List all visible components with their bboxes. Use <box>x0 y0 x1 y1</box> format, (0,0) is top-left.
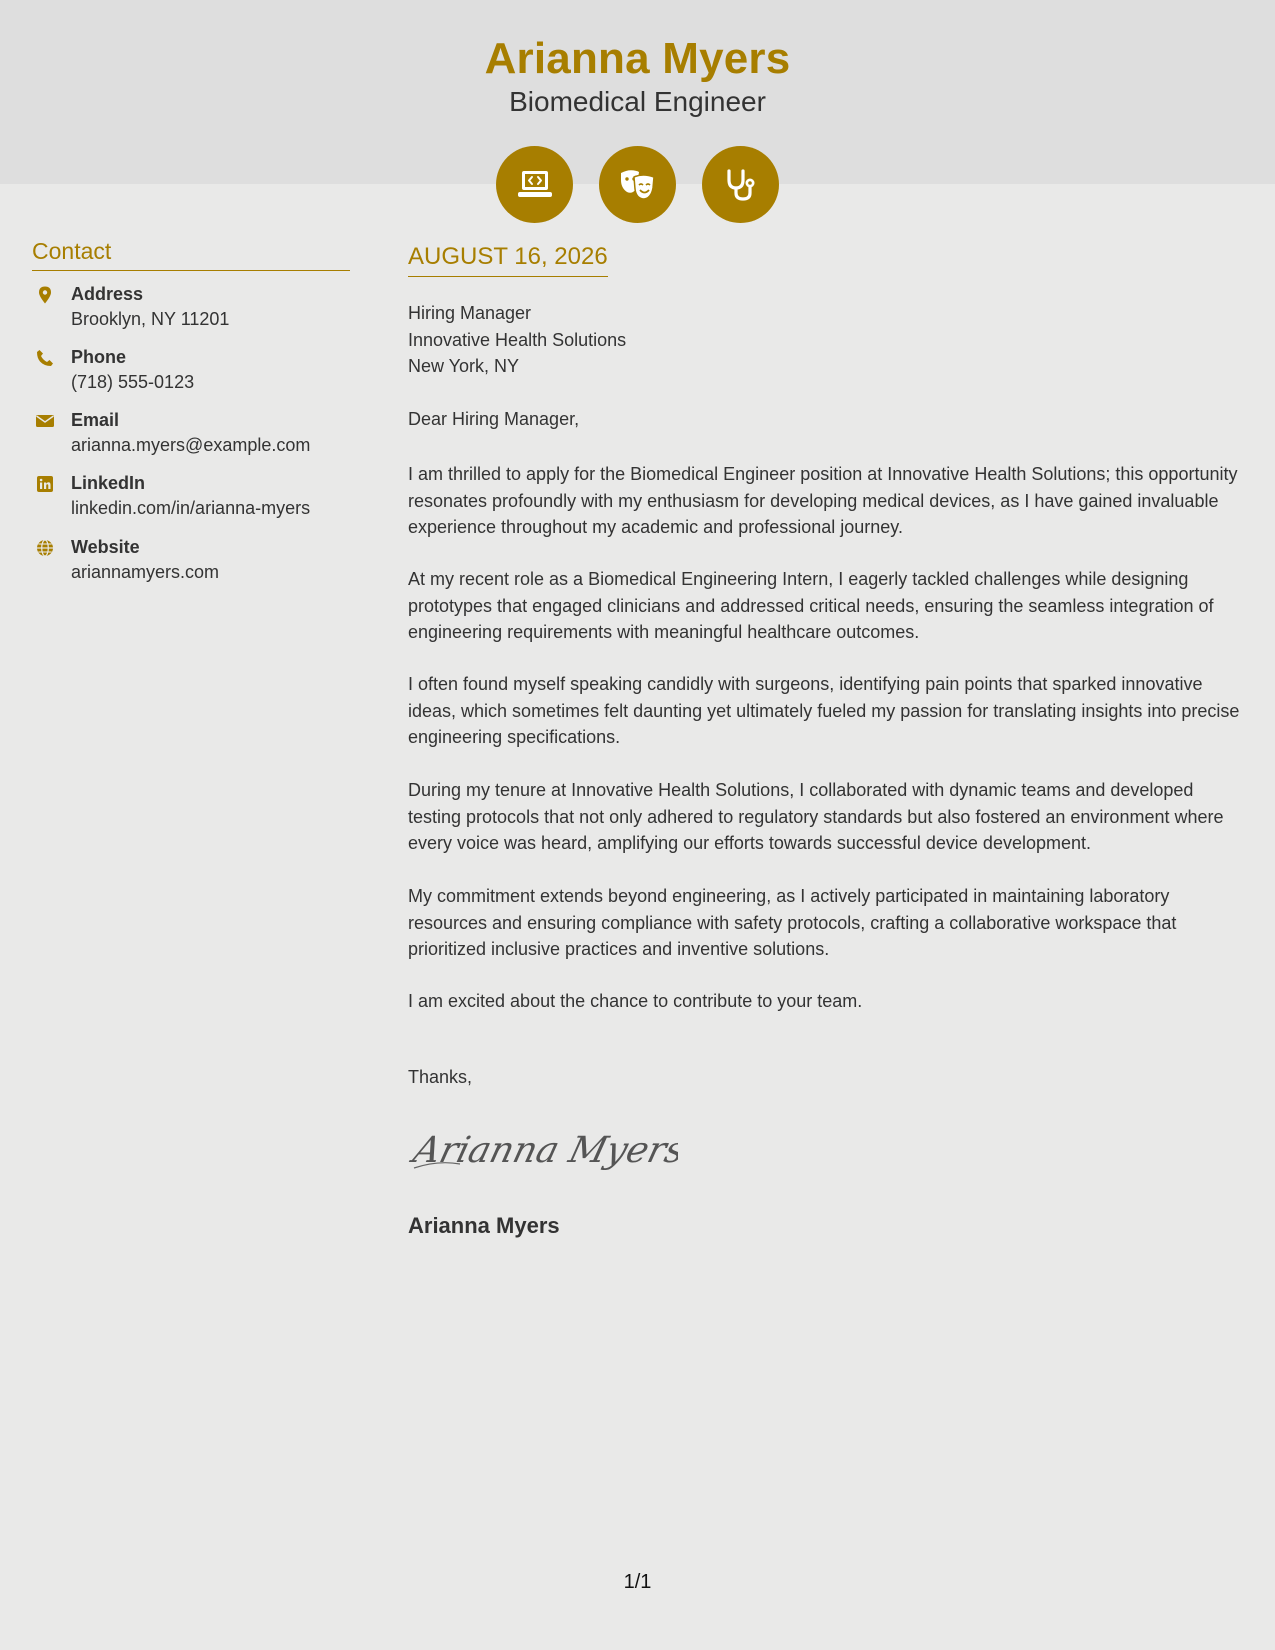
contact-label: LinkedIn <box>71 473 146 493</box>
letter-paragraph: I often found myself speaking candidly with surgeons, identifying pain points that sparked innovative ideas, which sometimes felt daunting yet ultimately fueled my passion for translating insights into precise engineering specifications. <box>408 674 1240 747</box>
envelope-icon <box>36 412 54 430</box>
theater-masks-icon <box>599 146 676 223</box>
letter-paragraph: I am excited about the chance to contribute to your team. <box>408 991 863 1011</box>
contact-label: Website <box>71 537 140 557</box>
contact-label: Email <box>71 410 120 430</box>
svg-text:Arianna Myers: Arianna Myers <box>409 1128 678 1171</box>
contact-label: Phone <box>71 347 127 367</box>
letter-date: AUGUST 16, 2026 <box>408 243 608 277</box>
handwritten-signature <box>408 1120 678 1185</box>
contact-value: arianna.myers@example.com <box>71 435 311 455</box>
globe-icon <box>36 539 54 557</box>
recipient-line: New York, NY <box>408 356 520 376</box>
letter-paragraph: My commitment extends beyond engineering, as I actively participated in maintaining laboratory resources and ensuring compliance with safety protocols, crafting a collaborative workspace that prioritized inclusive practices and inventive solutions. <box>408 886 1177 959</box>
letter-paragraph: I am thrilled to apply for the Biomedical Engineer position at Innovative Health Solutions; this opportunity resonates profoundly with my enthusiasm for developing medical devices, as I have gained invaluable experience throughout my academic and professional journey. <box>408 464 1238 537</box>
applicant-name: Arianna Myers <box>484 34 791 83</box>
letter-paragraph: At my recent role as a Biomedical Engineering Intern, I eagerly tackled challenges while designing prototypes that engaged clinicians and addressed critical needs, ensuring the seamless integration of engineering requirements with meaningful healthcare outcomes. <box>408 569 1214 642</box>
contact-value: ariannamyers.com <box>71 562 220 582</box>
recipient-line: Hiring Manager <box>408 303 532 323</box>
contact-value: Brooklyn, NY 11201 <box>71 309 230 329</box>
letter-greeting: Dear Hiring Manager, <box>408 409 580 429</box>
page-number: 1/1 <box>623 1571 652 1593</box>
contact-value: linkedin.com/in/arianna-myers <box>71 498 311 518</box>
applicant-title: Biomedical Engineer <box>509 86 766 117</box>
recipient-block <box>408 300 626 380</box>
recipient-line: Innovative Health Solutions <box>408 329 627 350</box>
letter-closing: Thanks, <box>408 1067 473 1087</box>
laptop-code-icon <box>496 146 573 223</box>
stethoscope-icon <box>702 146 779 223</box>
linkedin-icon <box>36 475 54 493</box>
signer-name: Arianna Myers <box>408 1213 560 1238</box>
contact-value: (718) 555-0123 <box>71 372 195 392</box>
letter-paragraph: During my tenure at Innovative Health Solutions, I collaborated with dynamic teams and developed testing protocols that not only adhered to regulatory standards but also fostered an environment where every voice was heard, amplifying our efforts towards successful device development. <box>408 780 1224 853</box>
contact-heading: Contact <box>32 238 350 271</box>
contact-label: Address <box>71 284 144 304</box>
phone-icon <box>36 349 54 367</box>
map-pin-icon <box>36 286 54 304</box>
